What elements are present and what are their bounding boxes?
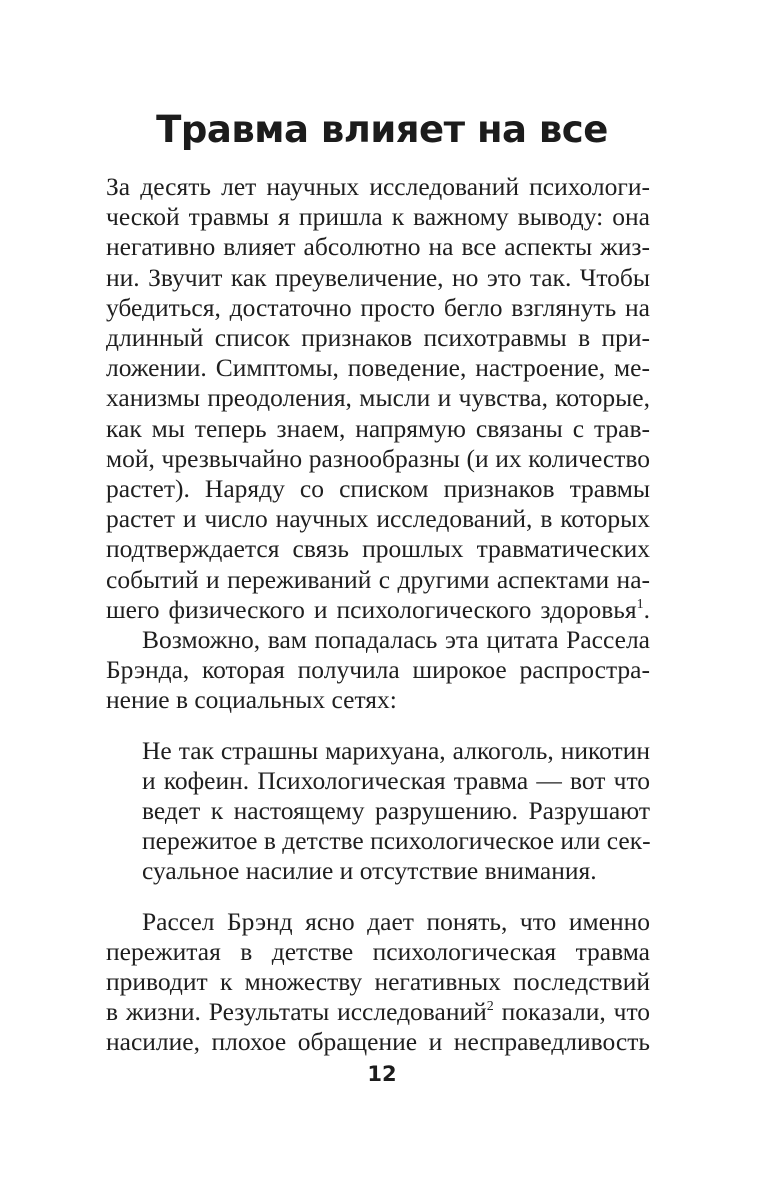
- text-line: ханизмы преодоления, мысли и чувства, которые,: [106, 383, 650, 413]
- chapter-title: Травма влияет на все: [156, 108, 608, 151]
- text-line: растет и число научных исследований, в которых: [106, 504, 650, 534]
- text-line: как мы теперь знаем, напрямую связаны с трав-: [106, 413, 650, 443]
- text-line: Рассел Брэнд ясно дает понять, что именно: [142, 906, 650, 936]
- text-fragment: в жизни. Результаты исследований: [106, 997, 487, 1027]
- text-line: ческой травмы я пришла к важному выводу: она: [106, 202, 650, 232]
- quote-line: суальное насилие и отсутствие внимания.: [142, 856, 597, 886]
- text-line: пережитая в детстве психологическая травма: [106, 936, 650, 966]
- text-line: подтверждается связь прошлых травматических: [106, 534, 650, 564]
- text-line: негативно влияет абсолютно на все аспекты жиз-: [106, 232, 650, 262]
- body-text: [106, 172, 650, 1058]
- paragraph-3: [106, 907, 650, 1058]
- text-line: Возможно, вам попадалась эта цитата Рассела: [142, 625, 650, 655]
- quote-block: [142, 736, 650, 887]
- quote-line: ведет к настоящему разрушению. Разрушают: [142, 796, 650, 826]
- text-line: Брэнда, которая получила широкое распростра-: [106, 655, 650, 685]
- text-line: насилие, плохое обращение и несправедливость: [106, 1027, 650, 1057]
- page-number: 12: [367, 1062, 397, 1086]
- text-fragment: показали, что: [493, 997, 650, 1027]
- text-line: За десять лет научных исследований психологи-: [106, 172, 650, 201]
- text-fragment: шего физического и психологического здоровья: [106, 594, 637, 624]
- paragraph-2: [106, 625, 650, 716]
- text-line: длинный список признаков психотравмы в при-: [106, 323, 650, 353]
- quote-line: и кофеин. Психологическая травма — вот что: [142, 765, 650, 795]
- text-line: мой, чрезвычайно разнообразны (и их количество: [106, 443, 650, 473]
- text-line: ни. Звучит как преувеличение, но это так. Чтобы: [106, 262, 650, 292]
- text-line: ложении. Симптомы, поведение, настроение, ме-: [106, 353, 650, 383]
- text-line: растет). Наряду со списком признаков травмы: [106, 474, 650, 504]
- text-line: приводит к множеству негативных последствий: [106, 967, 650, 997]
- text-line: событий и переживаний с другими аспектами на-: [106, 564, 650, 594]
- text-line-with-footnote: шего физического и психологического здоровья$^1$.: [106, 594, 650, 624]
- text-line: нение в социальных сетях:: [106, 685, 397, 715]
- footnote-marker: 2: [486, 999, 494, 1015]
- quote-line: пережитое в детстве психологическое или сек-: [142, 826, 651, 856]
- quote-line: Не так страшны марихуана, алкоголь, никотин: [142, 735, 650, 765]
- text-line-with-footnote: [106, 997, 650, 1027]
- paragraph-1: [106, 172, 650, 625]
- text-line: убедиться, достаточно просто бегло взглянуть на: [106, 292, 650, 322]
- footnote-marker: 1: [636, 596, 644, 612]
